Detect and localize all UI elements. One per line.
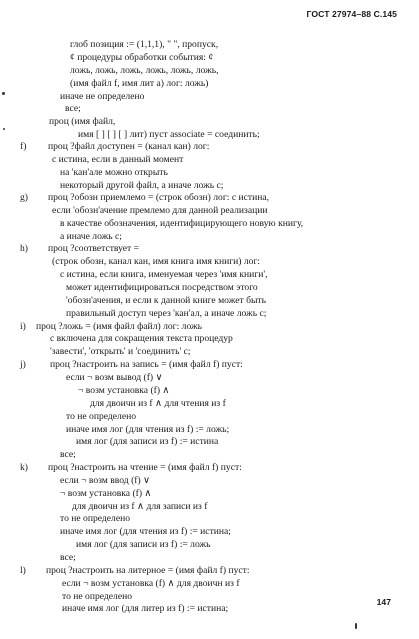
text-line: то не определено xyxy=(62,591,133,602)
text-line: то не определено xyxy=(60,513,131,524)
text-line: имя лог (для записи из f) := ложь xyxy=(76,539,211,550)
text-line: проц ?настроить на запись = (имя файл f) пуст: xyxy=(50,359,243,370)
item-label: j) xyxy=(20,359,26,370)
text-line: 'завести', 'открыть' и 'соединить' с; xyxy=(50,346,191,357)
text-line: (строк обозн, канал кан, имя книга имя книги) лог: xyxy=(52,256,261,267)
text-line: ложь, ложь, ложь, ложь, ложь, ложь, xyxy=(70,65,219,76)
text-line: иначе имя лог (для литер из f) := истина; xyxy=(62,603,229,614)
text-line: то не определено xyxy=(66,411,137,422)
text-line: проц ?обозн приемлемо = (строк обозн) лог: с истина, xyxy=(48,192,269,203)
text-line: ¬ возм установка (f) ∧ xyxy=(78,385,170,396)
text-line: а иначе ложь с; xyxy=(60,231,122,242)
text-line: может идентифицироваться посредством этого xyxy=(66,282,258,293)
item-label: g) xyxy=(20,192,28,203)
text-line: для двоичн из f ∧ для записи из f xyxy=(72,501,208,512)
text-line: если 'обозн'ачение премлемо для данной реализации xyxy=(52,205,268,216)
text-line: иначе имя лог (для чтения из f) := истина; xyxy=(60,526,231,537)
item-label: h) xyxy=(20,243,28,254)
text-line: с включена для сокращения текста процедур xyxy=(50,333,233,344)
text-line: проц ?настроить на чтение = (имя файл f) пуст: xyxy=(48,462,242,473)
text-line: все; xyxy=(60,449,76,460)
scan-speck xyxy=(3,128,5,130)
text-line: правильный доступ через 'кан'ал, а иначе ложь с; xyxy=(66,308,267,319)
text-line: если ¬ возм установка (f) ∧ для двоичн из f xyxy=(62,578,240,589)
item-label: i) xyxy=(20,321,26,332)
item-label: f) xyxy=(20,141,27,152)
text-line: глоб позиция := (1,1,1), " ", пропуск, xyxy=(70,39,219,50)
text-line: если ¬ возм вывод (f) ∨ xyxy=(66,372,163,383)
page-header: ГОСТ 27974–88 С.145 xyxy=(306,9,397,19)
text-line: на 'кан'але можно открыть xyxy=(60,167,168,178)
text-line: иначе не определено xyxy=(60,91,145,102)
text-line: проц ?ложь = (имя файл файл) лог: ложь xyxy=(36,321,203,332)
text-line: имя лог (для записи из f) := истина xyxy=(76,436,219,447)
scan-speck xyxy=(355,623,357,629)
text-line: проц ?настроить на литерное = (имя файл f) пуст: xyxy=(46,565,250,576)
text-line: имя [ ] [ ] [ ] лит) пуст associate = соединить; xyxy=(78,129,260,140)
text-line: проц ?соответствует = xyxy=(48,243,140,254)
item-label: k) xyxy=(20,462,28,473)
text-line: (имя файл f, имя лит a) лог: ложь) xyxy=(70,78,209,89)
text-line: некоторый другой файл, а иначе ложь с; xyxy=(60,180,224,191)
text-line: все; xyxy=(65,103,81,114)
text-line: проц ?файл доступен = (канал кан) лог: xyxy=(48,141,210,152)
text-line: в качестве обозначения, идентифицирующего новую книгу, xyxy=(60,218,304,229)
text-line: с истина, если в данный момент xyxy=(52,154,184,165)
text-line: с истина, если книга, именуемая через 'имя книги', xyxy=(60,269,268,280)
scan-speck xyxy=(2,92,5,95)
text-line: ¬ возм установка (f) ∧ xyxy=(60,488,152,499)
item-label: l) xyxy=(20,565,26,576)
page-number: 147 xyxy=(376,597,391,607)
text-line: проц (имя файл, xyxy=(49,116,116,127)
text-line: ¢ процедуры обработки события: ¢ xyxy=(70,52,214,63)
text-line: 'обозн'ачения, и если к данной книге может быть xyxy=(66,295,266,306)
text-line: для двоичн из f ∧ для чтения из f xyxy=(90,398,226,409)
text-line: если ¬ возм ввод (f) ∨ xyxy=(60,475,151,486)
text-line: все; xyxy=(60,552,76,563)
text-line: иначе имя лог (для чтения из f) := ложь; xyxy=(66,424,230,435)
